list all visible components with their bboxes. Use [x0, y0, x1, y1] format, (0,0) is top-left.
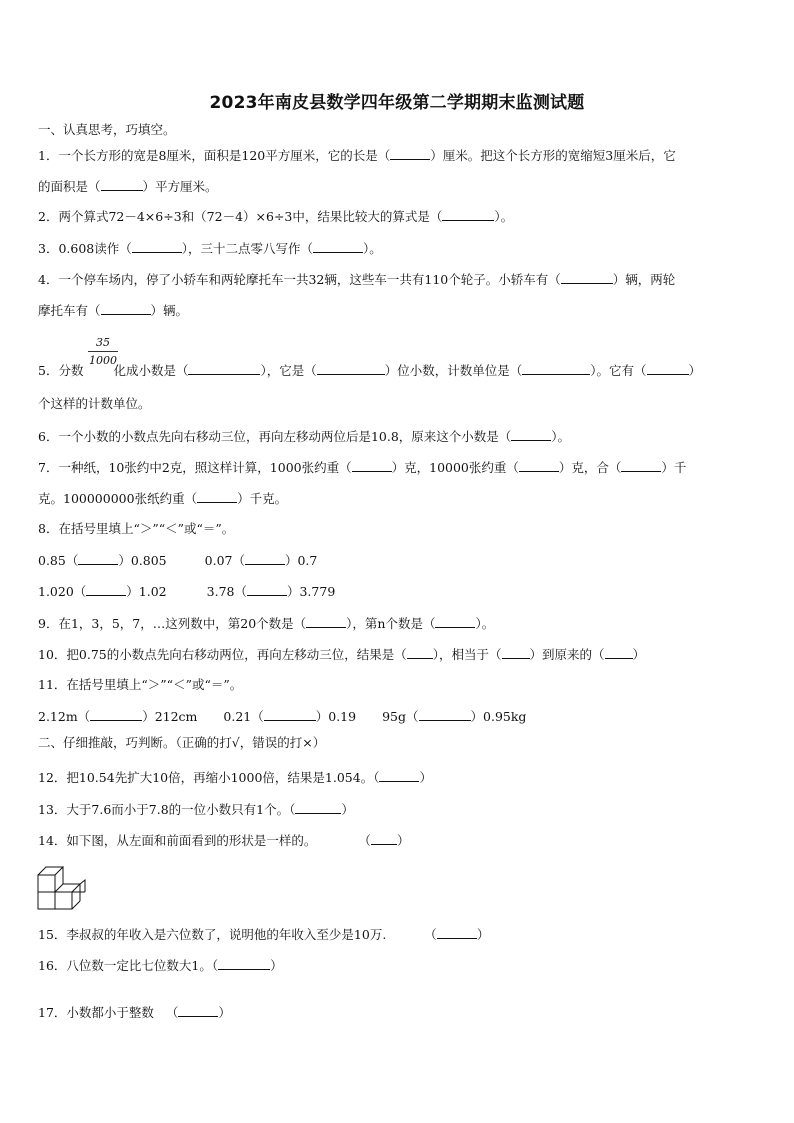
question-4: 4．一个停车场内，停了小轿车和两轮摩托车一共32辆，这些车一共有110个轮子。小轿车有（ ）辆，两轮 [38, 272, 676, 287]
question-11: 11．在括号里填上“＞”“＜”或“＝”。 [38, 677, 243, 692]
question-8-row-1: 0.85（ ）0.805 0.07（ ）0.7 [38, 553, 318, 568]
cube-stack-figure [36, 860, 92, 912]
question-10: 10．把0.75的小数点先向右移动两位，再向左移动三位，结果是（ ），相当于（ ）到原来的（ ） [38, 647, 646, 662]
question-13: 13．大于7.6而小于7.8的一位小数只有1个。（ ） [38, 802, 354, 817]
question-11-row: 2.12m（ ）212cm 0.21（ ）0.19 95g（ ）0.95kg [38, 709, 527, 724]
question-3: 3．0.608读作（ ），三十二点零八写作（ ）。 [38, 241, 382, 256]
question-9: 9．在1，3，5，7，…这列数中，第20个数是（ ），第n个数是（ ）。 [38, 616, 495, 631]
question-16: 16．八位数一定比七位数大1。（ ） [38, 958, 283, 973]
question-6: 6．一个小数的小数点先向右移动三位，再向左移动两位后是10.8，原来这个小数是（ ）。 [38, 429, 571, 444]
fraction-35-over-1000: $\frac{35}{1000}$ [89, 336, 117, 367]
page-title: 2023年南皮县数学四年级第二学期期末监测试题 [209, 93, 585, 113]
question-1: 1．一个长方形的宽是8厘米，面积是120平方厘米，它的长是（ ）厘米。把这个长方形的宽缩短3厘米后，它 [38, 148, 676, 163]
section-heading-2: 二、仔细推敲，巧判断。（正确的打√，错误的打×） [38, 735, 326, 750]
question-2: 2．两个算式72－4×6÷3和（72－4）×6÷3中，结果比较大的算式是（ ）。 [38, 209, 514, 224]
question-8: 8．在括号里填上“＞”“＜”或“＝”。 [38, 521, 235, 536]
question-7-cont: 克。100000000张纸约重（ ）千克。 [38, 491, 288, 506]
question-12: 12．把10.54先扩大10倍，再缩小1000倍，结果是1.054。（ ） [38, 770, 432, 785]
question-1-cont: 的面积是（ ）平方厘米。 [38, 179, 218, 194]
question-4-cont: 摩托车有（ ）辆。 [38, 303, 189, 318]
question-14: 14．如下图，从左面和前面看到的形状是一样的。 （ ） [38, 833, 410, 848]
question-8-row-2: 1.020（ ）1.02 3.78（ ）3.779 [38, 584, 336, 599]
section-heading-1: 一、认真思考，巧填空。 [38, 122, 176, 137]
question-15: 15．李叔叔的年收入是六位数了，说明他的年收入至少是10万. （ ） [38, 927, 490, 942]
question-7: 7．一种纸，10张约中2克，照这样计算，1000张约重（ ）克，10000张约重（ ）克，合（ ）千 [38, 460, 687, 475]
question-17: 17．小数都小于整数 （ ） [38, 1005, 231, 1020]
question-5-cont: 个这样的计数单位。 [38, 396, 151, 411]
question-5: 5．分数 化成小数是（ ），它是（ ）位小数，计数单位是（ ）。它有（ ） [38, 363, 702, 378]
